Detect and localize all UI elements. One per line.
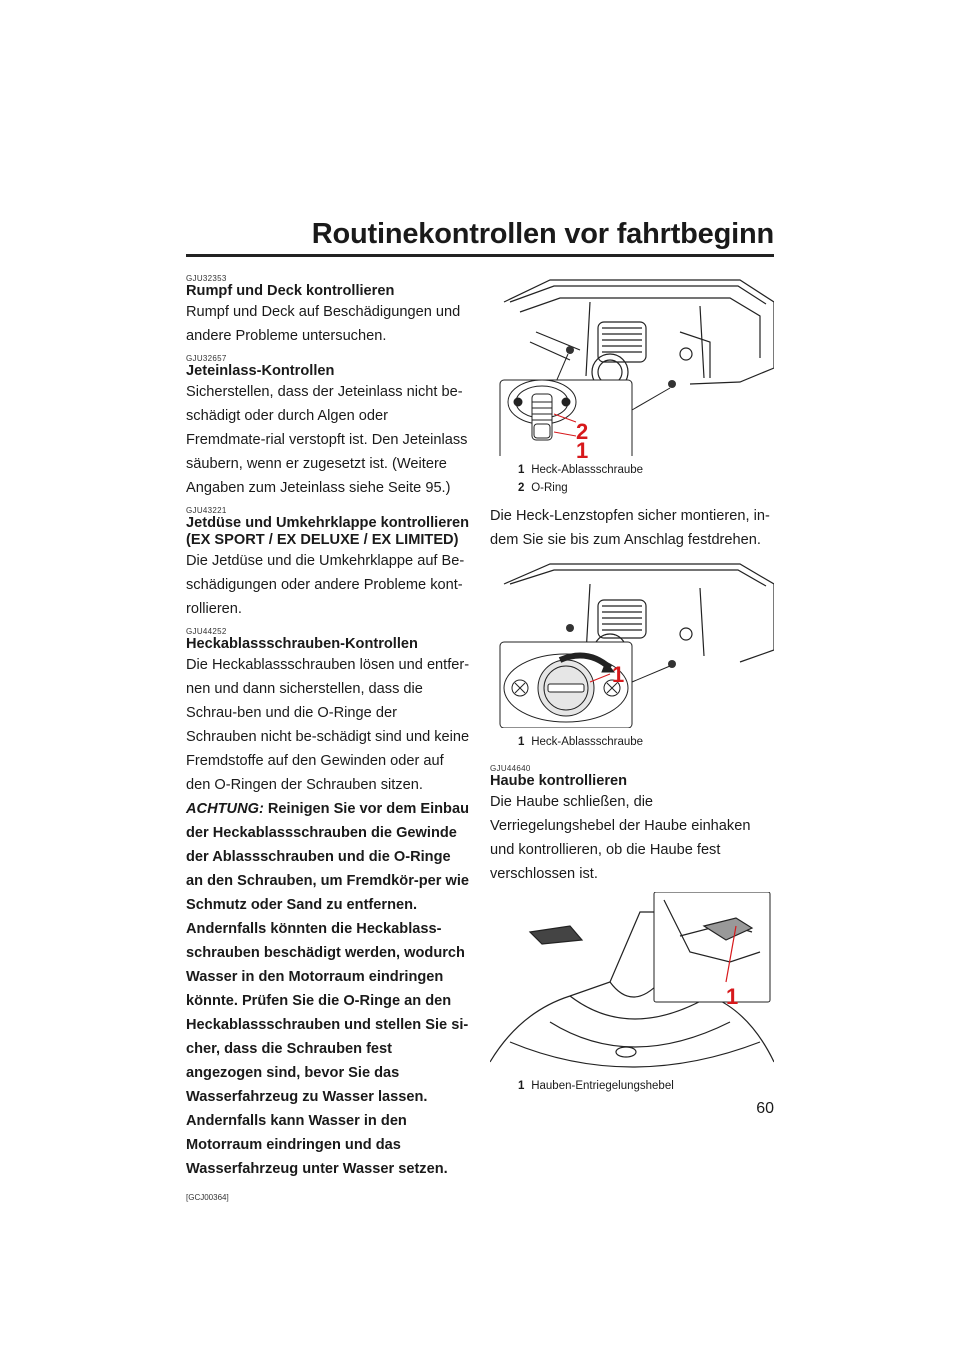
section-body-text: Die Heckablassschrauben lösen und entfer-nen und dann sicherstellen, dass die Schrau-ben und die O-Ringe der Schrauben nicht be-schädigt sind und keine Fremdstoffe auf den Gewinden oder auf den O-Ringen der Schrauben sitzen.	[186, 657, 470, 793]
jetski-hood-illustration	[490, 892, 774, 1072]
section-code: GJU44252	[186, 627, 227, 636]
jetski-stern-illustration	[490, 272, 774, 456]
section-code: GJU32657	[186, 354, 227, 363]
section-body: Rumpf und Deck auf Beschädigungen und andere Probleme untersuchen.	[186, 304, 461, 344]
caption-item: 2 O-Ring	[518, 482, 568, 494]
section-title: Haube kontrollieren	[490, 773, 628, 789]
left-column	[186, 272, 470, 1202]
section-code: GJU43221	[186, 506, 227, 515]
section-jet-intake	[186, 354, 470, 500]
jetski-drain-tighten-illustration	[490, 558, 774, 728]
section-drain-plugs	[186, 627, 470, 1202]
callout-hood-lever: 1	[726, 984, 739, 1009]
section-title: Jetdüse und Umkehrklappe kontrollieren (EX SPORT / EX DELUXE / EX LIMITED)	[186, 515, 470, 548]
caption-item: 1 Heck-Ablassschraube	[518, 736, 644, 748]
section-body: Sicherstellen, dass der Jeteinlass nicht be-schädigt oder durch Algen oder Fremdmate-rial verstopft ist. Den Jeteinlass säubern, wenn er zugesetzt ist. (Weitere Angaben zum Jeteinlass siehe Seite 95.)	[186, 384, 468, 496]
callout-drain-screw: 1	[576, 438, 589, 463]
section-body: Die Haube schließen, die Verriegelungshebel der Haube einhaken und kontrollieren, ob die Haube fest verschlossen ist.	[490, 794, 751, 882]
page-number: 60	[756, 1100, 774, 1117]
figure-caption	[490, 734, 774, 750]
caption-item: 1 Hauben-Entriegelungshebel	[518, 1080, 674, 1092]
callout-drain-screw: 1	[612, 662, 625, 687]
warning-code: [GCJ00364]	[186, 1193, 229, 1202]
section-code: GJU44640	[490, 764, 531, 773]
drain-install-text: Die Heck-Lenzstopfen sicher montieren, in-dem Sie sie bis zum Anschlag festdrehen.	[490, 508, 770, 548]
section-body: Die Jetdüse und die Umkehrklappe auf Be-schädigungen oder andere Probleme kont-rollieren.	[186, 553, 465, 617]
section-title: Rumpf und Deck kontrollieren	[186, 283, 395, 299]
figure-drain-tighten	[490, 558, 774, 728]
figure-hood-lever	[490, 892, 774, 1072]
right-column	[490, 272, 774, 1094]
section-title: Heckablassschrauben-Kontrollen	[186, 636, 418, 652]
section-body	[186, 653, 470, 1181]
page-title: Routinekontrollen vor fahrtbeginn	[311, 218, 774, 250]
section-title: Jeteinlass-Kontrollen	[186, 363, 335, 379]
caption-item: 1 Heck-Ablassschraube	[518, 464, 644, 476]
header-rule	[186, 254, 774, 257]
warning-text: Reinigen Sie vor dem Einbau der Heckablassschrauben die Gewinde der Ablassschrauben und die O-Ringe an den Schrauben, um Fremdkör-per wie Schmutz oder Sand zu entfernen. Andernfalls könnten die Heckablass-schrauben beschädigt werden, wodurch Wasser in den Motorraum eindringen könnte. Prüfen Sie die O-Ringe an den Heckablassschrauben und stellen Sie si-cher, dass die Schrauben fest angezogen sind, bevor Sie das Wasserfahrzeug zu Wasser lassen. Andernfalls kann Wasser in den Motorraum eindringen und das Wasserfahrzeug unter Wasser setzen.	[186, 801, 470, 1177]
section-code: GJU32353	[186, 274, 227, 283]
warning-label: ACHTUNG:	[186, 801, 264, 817]
section-hood	[490, 764, 774, 886]
figure-caption	[490, 462, 774, 496]
section-hull	[186, 274, 470, 348]
callout-o-ring: 2	[576, 419, 589, 444]
section-jet-nozzle	[186, 506, 470, 621]
figure-drain-screw	[490, 272, 774, 463]
figure-caption	[490, 1078, 774, 1094]
